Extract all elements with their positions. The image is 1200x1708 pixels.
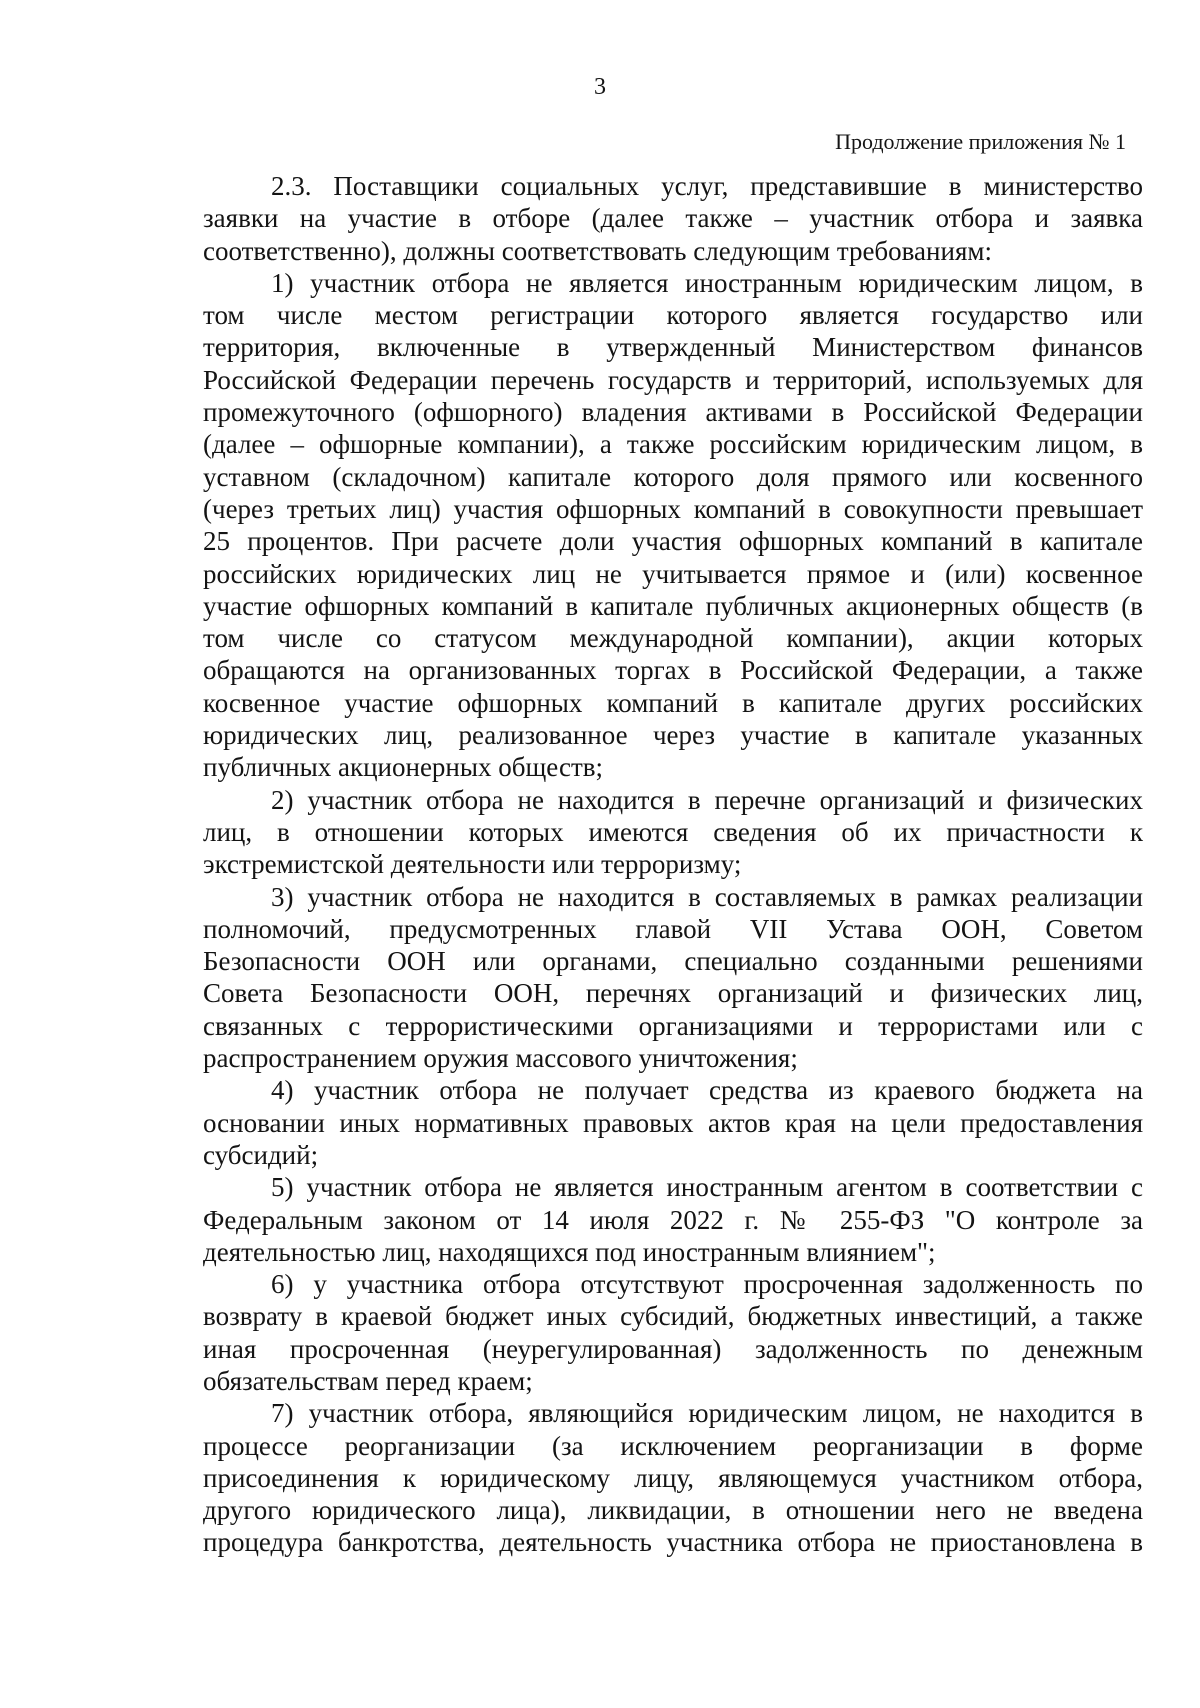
paragraph — [203, 170, 1143, 267]
paragraph — [203, 1074, 1143, 1171]
text-line: распространением оружия массового уничтожения; — [203, 1043, 798, 1074]
text-line: полномочий, предусмотренных главой VII Устава ООН, Советом — [203, 913, 1143, 944]
text-line: 4) участник отбора не получает средства из краевого бюджета на — [271, 1075, 1143, 1106]
text-line: связанных с террористическими организациями и террористами или с — [203, 1010, 1143, 1041]
text-line: Российской Федерации перечень государств и территорий, используемых для — [203, 364, 1143, 395]
text-line: возврату в краевой бюджет иных субсидий, бюджетных инвестиций, а также — [203, 1301, 1143, 1332]
text-line: иная просроченная (неурегулированная) задолженность по денежным — [203, 1333, 1143, 1364]
text-line: обращаются на организованных торгах в Российской Федерации, а также — [203, 655, 1143, 686]
appendix-note: Продолжение приложения № 1 — [835, 129, 1126, 154]
text-line: 2.3. Поставщики социальных услуг, представившие в министерство — [271, 171, 1143, 201]
text-line: Совета Безопасности ООН, перечнях организаций и физических лиц, — [203, 978, 1143, 1009]
paragraph — [203, 1268, 1143, 1397]
text-line: обязательствам перед краем; — [203, 1365, 533, 1396]
paragraph — [203, 267, 1143, 784]
text-line: экстремистской деятельности или терроризму; — [203, 849, 742, 880]
text-line: юридических лиц, реализованное через участие в капитале указанных — [203, 720, 1143, 751]
text-line: 1) участник отбора не является иностранным юридическим лицом, в — [271, 267, 1143, 298]
text-line: основании иных нормативных правовых актов края на цели предоставления — [203, 1107, 1143, 1138]
text-line: том числе со статусом международной компании), акции которых — [203, 623, 1143, 654]
document-body — [203, 170, 1143, 1559]
text-line: том числе местом регистрации которого является государство или — [203, 300, 1143, 331]
text-line: заявки на участие в отборе (далее также – участник отбора и заявка — [203, 203, 1143, 234]
text-line: деятельностью лиц, находящихся под иностранным влиянием"; — [203, 1236, 936, 1267]
text-line: 6) у участника отбора отсутствуют просроченная задолженность по — [271, 1269, 1143, 1300]
text-line: промежуточного (офшорного) владения активами в Российской Федерации — [203, 397, 1143, 428]
text-line: лиц, в отношении которых имеются сведения об их причастности к — [203, 816, 1143, 847]
paragraph — [203, 881, 1143, 1075]
text-line: публичных акционерных обществ; — [203, 752, 603, 783]
text-line: процедура банкротства, деятельность участника отбора не приостановлена в — [203, 1527, 1143, 1558]
paragraph — [203, 784, 1143, 881]
text-line: участие офшорных компаний в капитале публичных акционерных обществ (в — [203, 590, 1143, 621]
text-line: российских юридических лиц не учитывается прямое и (или) косвенное — [203, 558, 1143, 589]
text-line: соответственно), должны соответствовать следующим требованиям: — [203, 235, 992, 266]
text-line: 3) участник отбора не находится в составляемых в рамках реализации — [271, 881, 1143, 912]
text-line: (далее – офшорные компании), а также российским юридическим лицом, в — [203, 429, 1143, 460]
page-number: 3 — [594, 74, 606, 100]
text-line: территория, включенные в утвержденный Министерством финансов — [203, 332, 1143, 363]
text-line: Федеральным законом от 14 июля 2022 г. № 255-ФЗ "О контроле за — [203, 1204, 1143, 1235]
text-line: субсидий; — [203, 1139, 319, 1170]
text-line: присоединения к юридическому лицу, являющемуся участником отбора, — [203, 1462, 1143, 1493]
paragraph — [203, 1397, 1143, 1558]
text-line: косвенное участие офшорных компаний в капитале других российских — [203, 687, 1143, 718]
text-line: 2) участник отбора не находится в перечне организаций и физических — [271, 784, 1143, 815]
text-line: 7) участник отбора, являющийся юридическим лицом, не находится в — [271, 1398, 1143, 1429]
text-line: Безопасности ООН или органами, специально созданными решениями — [203, 946, 1143, 977]
text-line: уставном (складочном) капитале которого доля прямого или косвенного — [203, 461, 1143, 492]
text-line: (через третьих лиц) участия офшорных компаний в совокупности превышает — [203, 493, 1143, 524]
text-line: процессе реорганизации (за исключением реорганизации в форме — [203, 1430, 1143, 1461]
text-line: другого юридического лица), ликвидации, в отношении него не введена — [203, 1495, 1143, 1526]
text-line: 5) участник отбора не является иностранным агентом в соответствии с — [271, 1172, 1143, 1203]
text-line: 25 процентов. При расчете доли участия офшорных компаний в капитале — [203, 526, 1143, 557]
paragraph — [203, 1171, 1143, 1268]
